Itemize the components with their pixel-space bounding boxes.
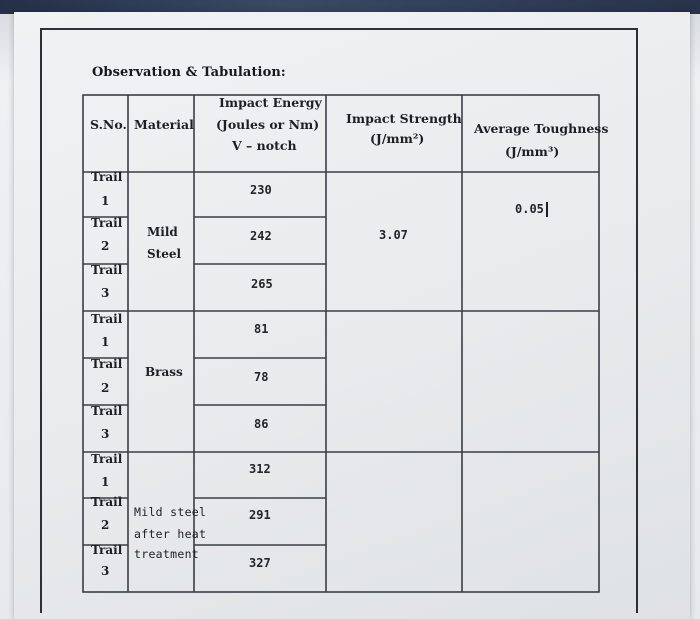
header-impact-energy-line1: Impact Energy <box>219 95 322 110</box>
header-impact-strength-line1: Impact Strength <box>346 111 462 126</box>
trail-number: 2 <box>101 518 110 532</box>
impact-energy-value: 230 <box>250 183 272 197</box>
impact-energy-value: 81 <box>254 322 269 336</box>
trail-label: Trail <box>91 452 123 466</box>
material-name-line: Mild <box>147 225 178 239</box>
header-impact-strength-line2: (J/mm²) <box>370 131 425 146</box>
header-material: Material <box>134 117 194 132</box>
material-name-line: Brass <box>145 365 183 379</box>
material-name-line: treatment <box>134 547 200 561</box>
header-sno: S.No. <box>90 117 127 132</box>
impact-energy-value: 86 <box>254 417 269 431</box>
header-avg-toughness-line1: Average Toughness <box>474 121 609 136</box>
trail-label: Trail <box>91 312 123 326</box>
avg-toughness-value: 0.05 <box>515 202 544 216</box>
trail-number: 2 <box>101 381 110 395</box>
material-name-line: Mild steel <box>134 505 207 519</box>
trail-number: 3 <box>101 286 110 300</box>
trail-label: Trail <box>91 495 123 509</box>
material-name-line: after heat <box>134 527 207 541</box>
text-cursor <box>546 202 548 217</box>
trail-number: 3 <box>101 564 110 578</box>
trail-number: 3 <box>101 427 110 441</box>
impact-energy-value: 312 <box>249 462 271 476</box>
trail-number: 1 <box>101 194 110 208</box>
trail-number: 1 <box>101 335 110 349</box>
header-avg-toughness-line2: (J/mm³) <box>505 144 560 159</box>
trail-label: Trail <box>91 263 123 277</box>
material-name-line: Steel <box>147 247 182 261</box>
section-heading: Observation & Tabulation: <box>92 65 286 80</box>
trail-number: 1 <box>101 475 110 489</box>
trail-number: 2 <box>101 239 110 253</box>
impact-energy-value: 291 <box>249 508 271 522</box>
impact-energy-value: 78 <box>254 370 269 384</box>
impact-energy-value: 265 <box>251 277 273 291</box>
impact-energy-value: 327 <box>249 556 271 570</box>
impact-energy-value: 242 <box>250 229 272 243</box>
trail-label: Trail <box>91 404 123 418</box>
header-impact-energy-line3: V – notch <box>232 138 297 153</box>
header-impact-energy-line2: (Joules or Nm) <box>216 117 320 132</box>
trail-label: Trail <box>91 543 123 557</box>
trail-label: Trail <box>91 357 123 371</box>
trail-label: Trail <box>91 216 123 230</box>
impact-strength-value: 3.07 <box>379 228 408 242</box>
trail-label: Trail <box>91 170 123 184</box>
